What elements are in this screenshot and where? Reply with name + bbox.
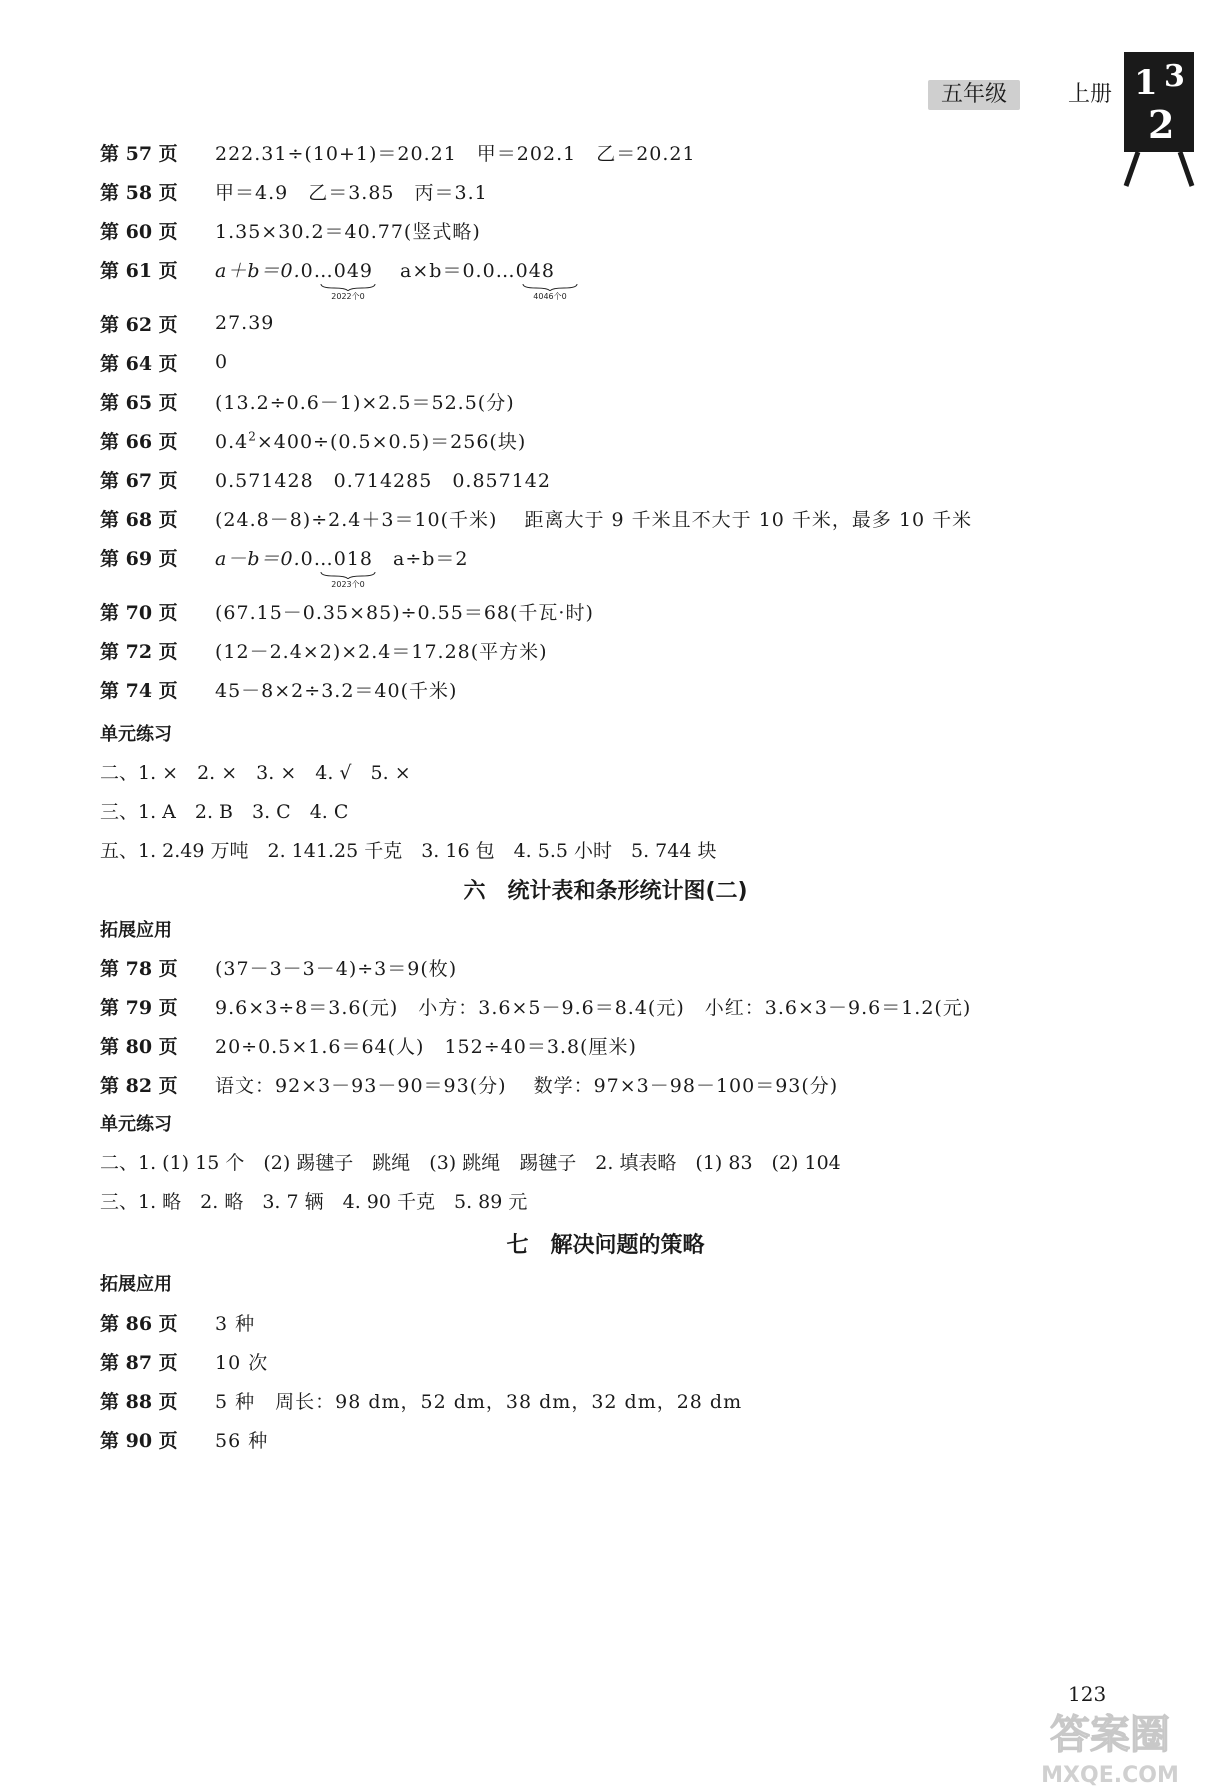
page-number: 123 [1068, 1682, 1107, 1706]
page-ref: 第 68 页 [100, 508, 178, 531]
answer-text: 1.35×30.2＝40.77(竖式略) [215, 220, 481, 243]
page-ref: 第 67 页 [100, 469, 178, 492]
answer-row [100, 594, 594, 628]
answer-text: 9.6×3÷8＝3.6(元) 小方：3.6×5－9.6＝8.4(元) 小红：3.6×3－9.6＝1.2(元) [215, 996, 972, 1019]
logo-digit-2: 2 [1148, 102, 1175, 147]
answer-row [100, 1067, 838, 1101]
answer-text: 222.31÷(10+1)＝20.21 甲＝202.1 乙＝20.21 [215, 142, 696, 165]
answer-row [100, 213, 481, 247]
answer-text: (12－2.4×2)×2.4＝17.28(平方米) [215, 640, 548, 663]
answer-text: 5 种 周长：98 dm，52 dm，38 dm，32 dm，28 dm [215, 1390, 743, 1413]
answer-row [100, 1344, 268, 1378]
answer-row [100, 540, 469, 574]
answer-row [100, 1422, 268, 1456]
page-ref: 第 88 页 [100, 1390, 178, 1413]
section-title: 单元练习 [100, 724, 172, 745]
answer-text: 56 种 [215, 1429, 269, 1452]
section-title: 拓展应用 [100, 1274, 172, 1295]
answer-row [100, 633, 548, 667]
answer-row [100, 1383, 742, 1417]
page-ref: 第 79 页 [100, 996, 178, 1019]
page-ref: 第 72 页 [100, 640, 178, 663]
page-ref: 第 61 页 [100, 259, 178, 282]
page-ref: 第 74 页 [100, 679, 178, 702]
answer-text: 0 [215, 351, 229, 373]
unit-line: 五、1. 2.49 万吨 2. 141.25 千克 3. 16 包 4. 5.5 小时 5. 744 块 [100, 840, 717, 862]
answer-text: 10 次 [215, 1351, 269, 1374]
logo-digit-3: 3 [1164, 59, 1185, 94]
unit-line: 三、1. 略 2. 略 3. 7 辆 4. 90 千克 5. 89 元 [100, 1191, 528, 1213]
answer-text: 3 种 [215, 1312, 256, 1335]
page-ref: 第 62 页 [100, 313, 178, 336]
watermark-logo-icon [1020, 1700, 1200, 1790]
page-ref: 第 78 页 [100, 957, 178, 980]
unit-line: 二、1. (1) 15 个 (2) 踢毽子 跳绳 (3) 跳绳 踢毽子 2. 填表略 (1) 83 (2) 104 [100, 1152, 841, 1174]
page-ref: 第 86 页 [100, 1312, 178, 1335]
logo-digit-1: 1 [1134, 63, 1158, 103]
answer-row [100, 1305, 255, 1339]
answer-text: 27.39 [215, 312, 275, 334]
answer-text: a－b＝0.0…018 a÷b＝2 [215, 547, 469, 570]
page-ref: 第 57 页 [100, 142, 178, 165]
page-ref: 第 65 页 [100, 391, 178, 414]
answer-row [100, 501, 972, 535]
section-title: 单元练习 [100, 1114, 172, 1135]
answer-row [100, 306, 274, 340]
volume-label: 上册 [1068, 82, 1113, 107]
answer-row [100, 989, 971, 1023]
page-ref: 第 64 页 [100, 352, 178, 375]
chapter-title: 六 统计表和条形统计图(二) [463, 879, 748, 904]
brace-annotation: 2023个0 [318, 571, 378, 590]
answer-row [100, 174, 488, 208]
answer-row [100, 1028, 637, 1062]
brace-annotation: 4046个0 [520, 283, 580, 302]
page-ref: 第 80 页 [100, 1035, 178, 1058]
answer-text: 20÷0.5×1.6＝64(人) 152÷40＝3.8(厘米) [215, 1035, 637, 1058]
answer-text: $0.4^2\times 400\div(0.5\times 0.5)=256$(块) [215, 429, 527, 453]
page-ref: 第 58 页 [100, 181, 178, 204]
page-ref: 第 69 页 [100, 547, 178, 570]
answer-text: (24.8－8)÷2.4＋3＝10(千米) 距离大于 9 千米且不大于 10 千米，最多 10 千米 [215, 508, 973, 531]
grade-label: 五年级 [928, 80, 1020, 110]
unit-line: 二、1. × 2. × 3. × 4. √ 5. × [100, 762, 411, 784]
svg-text:答案圈: 答案圈 [1050, 1712, 1170, 1758]
answer-row [100, 345, 228, 379]
answer-row [100, 252, 555, 286]
answer-text: 甲＝4.9 乙＝3.85 丙＝3.1 [215, 181, 488, 204]
answer-text: (67.15－0.35×85)÷0.55＝68(千瓦·时) [215, 601, 594, 624]
page-ref: 第 90 页 [100, 1429, 178, 1452]
answer-row [100, 384, 515, 418]
svg-text:MXQE.COM: MXQE.COM [1041, 1763, 1179, 1788]
answer-text: (37－3－3－4)÷3＝9(枚) [215, 957, 458, 980]
page-ref: 第 70 页 [100, 601, 178, 624]
page-ref: 第 87 页 [100, 1351, 178, 1374]
answer-row [100, 135, 696, 169]
answer-row [100, 950, 457, 984]
answer-row [100, 462, 551, 496]
chapter-title: 七 解决问题的策略 [506, 1233, 705, 1258]
answer-row [100, 423, 526, 457]
answer-row [100, 672, 457, 706]
answer-text: 0.571428 0.714285 0.857142 [215, 469, 551, 492]
page-ref: 第 66 页 [100, 430, 178, 453]
blackboard-logo-icon [1120, 48, 1200, 188]
page-ref: 第 82 页 [100, 1074, 178, 1097]
unit-line: 三、1. A 2. B 3. C 4. C [100, 801, 349, 823]
brace-annotation: 2022个0 [318, 283, 378, 302]
answer-text: 45－8×2÷3.2＝40(千米) [215, 679, 458, 702]
section-title: 拓展应用 [100, 920, 172, 941]
page-ref: 第 60 页 [100, 220, 178, 243]
answer-text: a＋b＝0.0…049 a×b＝0.0…048 [215, 259, 555, 282]
answer-text: (13.2÷0.6－1)×2.5＝52.5(分) [215, 391, 515, 414]
answer-text: 语文：92×3－93－90＝93(分) 数学：97×3－98－100＝93(分) [215, 1074, 839, 1097]
